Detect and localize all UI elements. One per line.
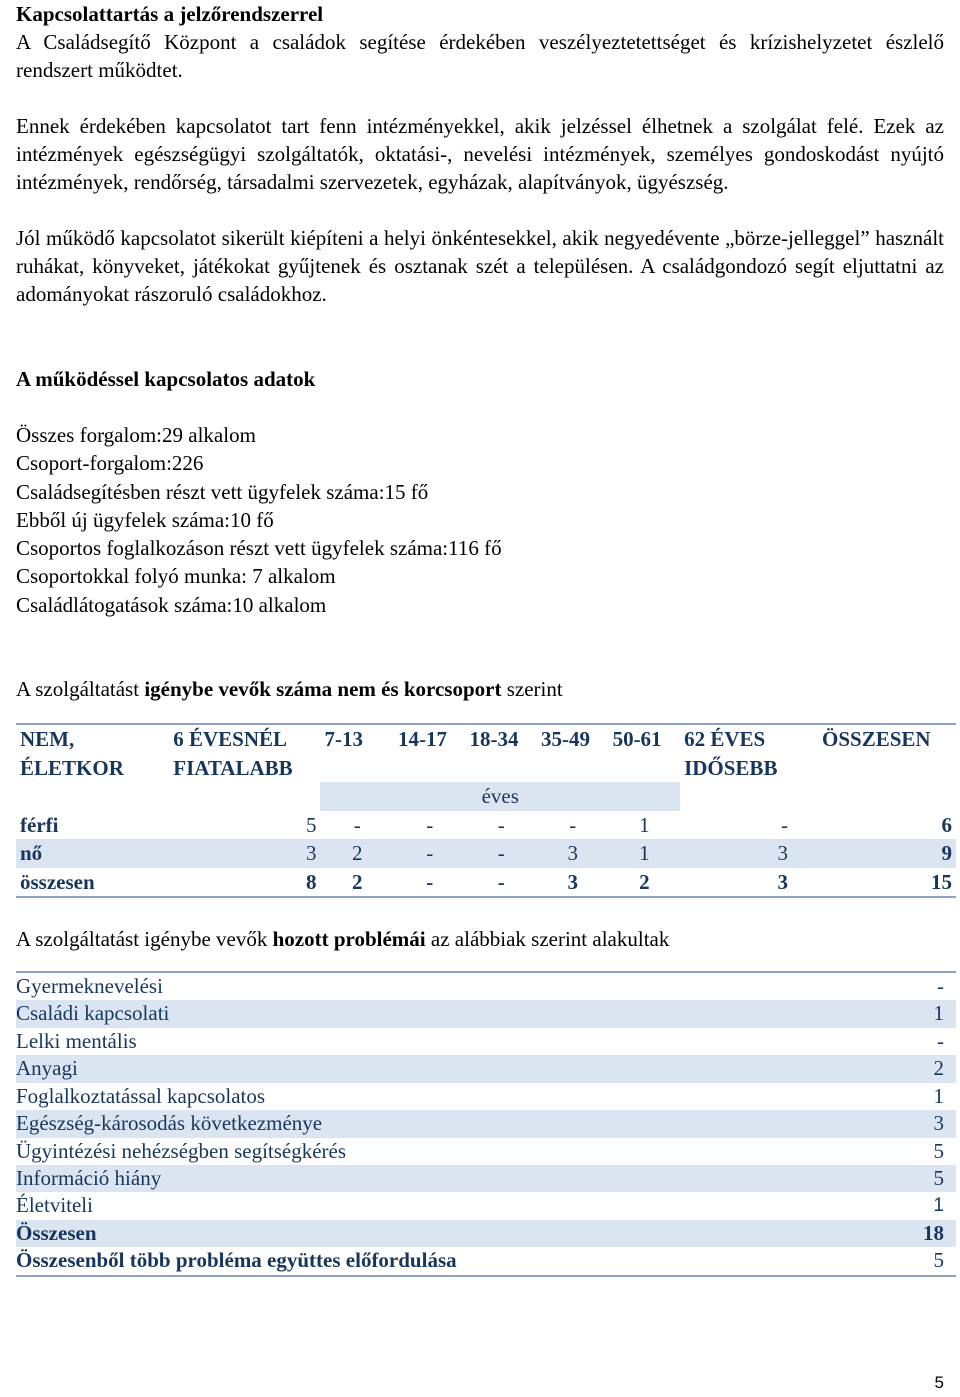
demo-table-caption: A szolgáltatást igénybe vevők száma nem és korcsoport szerint xyxy=(16,677,563,702)
problem-label: Egészség-károsodás következménye xyxy=(16,1110,891,1137)
table-cell: 9 xyxy=(818,839,956,868)
table-cell: 1 xyxy=(609,839,681,868)
problem-value: 5 xyxy=(891,1165,957,1192)
problem-label: Életviteli xyxy=(16,1193,93,1218)
table-cell: - xyxy=(426,812,434,837)
stat-line: Családlátogatások száma:10 alkalom xyxy=(16,592,327,617)
table-cell: 3 xyxy=(537,839,609,868)
row-label-osszesen: összesen xyxy=(16,868,169,898)
stats-list xyxy=(16,421,944,619)
table-cell: 1 xyxy=(639,812,650,837)
header-nem-eletkor: NEM, ÉLETKOR xyxy=(16,724,169,782)
header-6-evesnel: 6 ÉVESNÉL FIATALABB xyxy=(169,724,320,782)
table-cell: 8 xyxy=(169,868,320,898)
stat-line: Összes forgalom:29 alkalom xyxy=(16,423,256,447)
problem-multi-value: 5 xyxy=(891,1247,957,1275)
problem-label: Foglalkoztatással kapcsolatos xyxy=(16,1083,266,1108)
problem-value: 1 xyxy=(891,1000,957,1027)
problem-value: 1 xyxy=(933,1083,944,1108)
problem-label: Gyermeknevelési xyxy=(16,972,891,1000)
header-7-13: 7-13 xyxy=(320,724,394,782)
header-35-49: 35-49 xyxy=(537,724,609,782)
header-osszesen: ÖSSZESEN xyxy=(818,724,956,782)
table-cell: - xyxy=(781,812,788,837)
section-heading-jelzorendszer: Kapcsolattartás a jelzőrendszerrel xyxy=(16,2,324,26)
problem-value: 3 xyxy=(891,1110,957,1137)
problem-label: Lelki mentális xyxy=(16,1028,137,1053)
problem-value: 1 xyxy=(933,1195,944,1217)
table-cell: - xyxy=(497,812,505,837)
page-number: 5 xyxy=(934,1373,944,1392)
paragraph-partners: Ennek érdekében kapcsolatot tart fenn intézményekkel, akik jelzéssel élhetnek a szolgálat felé. Ezek az intézmények egészségügyi szolgáltatók, oktatási-, nevelési intézmények, személyes gondoskodást nyújtó intézmények, rendőrség, társadalmi szervezetek, egyházak, alapítványok, ügyészség. xyxy=(16,114,944,194)
problem-multi-label: Összesenből több probléma együttes előfordulása xyxy=(16,1247,891,1275)
problem-label: Ügyintézési nehézségben segítségkérés xyxy=(16,1138,347,1163)
table-cell: - xyxy=(569,812,577,837)
table-cell: 3 xyxy=(680,839,818,868)
stat-line: Csoportos foglalkozáson részt vett ügyfelek száma:116 fő xyxy=(16,536,502,561)
header-62-eves: 62 ÉVES IDŐSEBB xyxy=(680,724,818,782)
stat-line: Csoportokkal folyó munka: 7 alkalom xyxy=(16,564,336,589)
table-cell: 2 xyxy=(320,868,394,898)
problem-value: 5 xyxy=(933,1138,944,1163)
problem-value: - xyxy=(891,972,957,1000)
table-cell: - xyxy=(394,839,466,868)
problem-total-value: 18 xyxy=(891,1220,957,1247)
problems-table xyxy=(16,971,956,1276)
header-50-61: 50-61 xyxy=(609,724,681,782)
table-cell: - xyxy=(466,868,538,898)
paragraph-intro: A Családsegítő Központ a családok segítése érdekében veszélyeztetettséget és krízishelyzetet észlelő rendszert működtet. xyxy=(16,30,944,82)
paragraph-volunteers: Jól működő kapcsolatot sikerült kiépíteni a helyi önkéntesekkel, akik negyedévente „börze-jelleggel” használt ruhákat, könyveket, játékokat gyűjtenek és osztanak szét a településen. A családgondozó segít eljuttatni az adományokat rászoruló családokhoz. xyxy=(16,226,944,306)
row-label-no: nő xyxy=(16,839,169,868)
problems-table-caption: A szolgáltatást igénybe vevők hozott problémái az alábbiak szerint alakultak xyxy=(16,927,670,952)
table-cell: - xyxy=(466,839,538,868)
table-cell: 6 xyxy=(941,812,952,837)
demographic-table xyxy=(16,723,956,898)
problem-label: Családi kapcsolati xyxy=(16,1000,891,1027)
problem-label: Anyagi xyxy=(16,1055,891,1082)
problem-total-label: Összesen xyxy=(16,1220,891,1247)
table-cell: 5 xyxy=(305,812,317,837)
problem-label: Információ hiány xyxy=(16,1165,891,1192)
header-14-17: 14-17 xyxy=(394,724,466,782)
table-cell: 3 xyxy=(537,868,609,898)
stat-line: Ebből új ügyfelek száma:10 fő xyxy=(16,507,274,532)
header-18-34: 18-34 xyxy=(466,724,538,782)
table-cell: 2 xyxy=(609,868,681,898)
table-cell: 2 xyxy=(320,839,394,868)
table-cell: 3 xyxy=(169,839,320,868)
table-cell: - xyxy=(353,812,361,837)
table-cell: - xyxy=(394,868,466,898)
problem-value: - xyxy=(937,1028,944,1053)
problem-value: 2 xyxy=(891,1055,957,1082)
stat-line: Családsegítésben részt vett ügyfelek száma:15 fő xyxy=(16,479,429,504)
row-label-ferfi: férfi xyxy=(20,812,59,837)
table-cell: 15 xyxy=(818,868,956,898)
unit-label: éves xyxy=(320,782,680,811)
stat-line: Csoport-forgalom:226 xyxy=(16,451,204,476)
table-cell: 3 xyxy=(680,868,818,898)
section-heading-adatok: A működéssel kapcsolatos adatok xyxy=(16,367,316,391)
